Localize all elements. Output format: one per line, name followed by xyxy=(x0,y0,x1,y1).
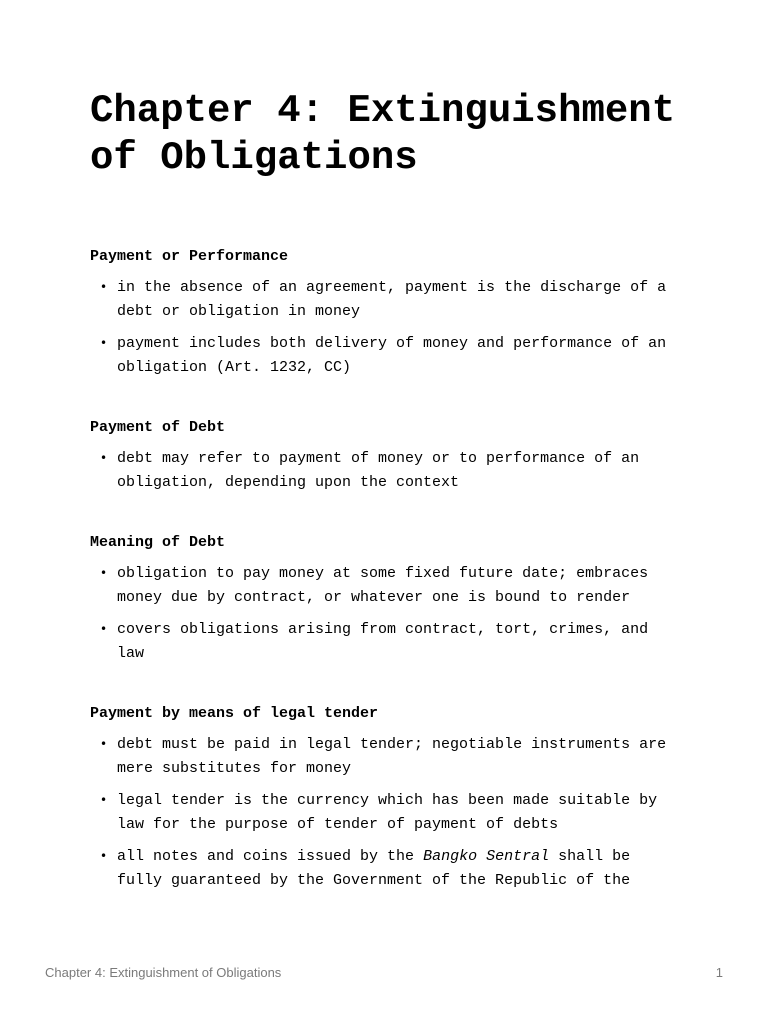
section-heading: Payment by means of legal tender xyxy=(90,705,379,722)
section-payment-or-performance xyxy=(90,246,680,379)
section-heading: Meaning of Debt xyxy=(90,534,226,551)
list-item-text-before: all notes and coins issued by the xyxy=(117,848,424,865)
footer-title: Chapter 4: Extinguishment of Obligations xyxy=(45,965,282,980)
list-item-text: covers obligations arising from contract, tort, crimes, and law xyxy=(117,621,649,662)
bullet-icon: • xyxy=(100,336,108,350)
section-meaning-of-debt xyxy=(90,532,680,665)
list-item-text: obligation to pay money at some fixed future date; embraces money due by contract, or whatever one is bound to render xyxy=(117,565,649,606)
footer-page-number: 1 xyxy=(715,965,723,980)
section-legal-tender xyxy=(90,703,680,892)
list-item-text: in the absence of an agreement, payment is the discharge of a debt or obligation in money xyxy=(117,279,667,320)
list-item-text: debt must be paid in legal tender; negotiable instruments are mere substitutes for money xyxy=(117,736,667,777)
list-item xyxy=(90,276,680,323)
list-item-text: legal tender is the currency which has been made suitable by law for the purpose of tender of payment of debts xyxy=(117,792,658,833)
bullet-list xyxy=(90,276,680,379)
list-item xyxy=(90,332,680,379)
list-item xyxy=(90,845,680,892)
bullet-list xyxy=(90,733,680,892)
list-item-text: debt may refer to payment of money or to performance of an obligation, depending upon the context xyxy=(117,450,640,491)
section-heading: Payment or Performance xyxy=(90,248,289,265)
list-item xyxy=(90,733,680,780)
document-body xyxy=(90,246,680,930)
bullet-icon: • xyxy=(100,849,108,863)
bullet-icon: • xyxy=(100,622,108,636)
bullet-icon: • xyxy=(100,451,108,465)
page-title: Chapter 4: Extinguishment of Obligations xyxy=(90,89,676,180)
list-item xyxy=(90,562,680,609)
list-item-text: payment includes both delivery of money and performance of an obligation (Art. 1232, CC) xyxy=(117,335,667,376)
list-item xyxy=(90,618,680,665)
list-item xyxy=(90,789,680,836)
bullet-icon: • xyxy=(100,793,108,807)
section-heading: Payment of Debt xyxy=(90,419,226,436)
list-item-emphasis: Bangko Sentral xyxy=(423,848,550,865)
bullet-icon: • xyxy=(100,566,108,580)
bullet-icon: • xyxy=(100,737,108,751)
bullet-icon: • xyxy=(100,280,108,294)
bullet-list xyxy=(90,447,680,494)
section-payment-of-debt xyxy=(90,417,680,494)
list-item-text-after: shall be fully guaranteed by the Government of the Republic of the xyxy=(117,848,631,889)
bullet-list xyxy=(90,562,680,665)
list-item xyxy=(90,447,680,494)
